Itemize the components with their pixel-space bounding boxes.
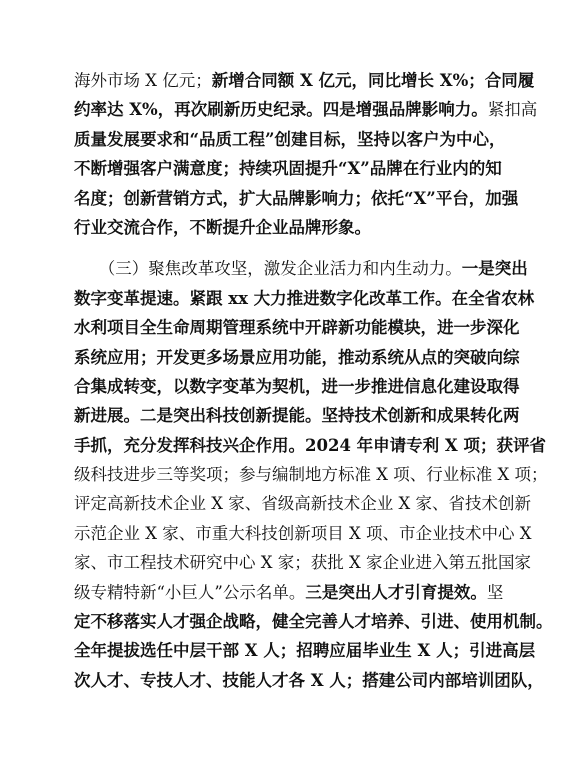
text-line bbox=[74, 343, 520, 372]
text-line bbox=[74, 66, 535, 95]
text-segment: 数字变革提速。 bbox=[74, 288, 190, 308]
text-segment: 系统应用；开发更多场景应用功能，推动系统从点的突破向综 bbox=[74, 347, 520, 367]
text-line bbox=[74, 519, 532, 548]
text-segment: 次人才、专技人才、技能人才各 X 人；搭建公司内部培训团队， bbox=[74, 670, 544, 690]
text-segment: 全年提拔选任中层干部 X 人；招聘应届毕业生 X 人；引进高层 bbox=[74, 641, 536, 661]
text-segment: 手抓，充分发挥科技兴企作用。2024 年申请专利 X 项；获评省 bbox=[74, 435, 546, 455]
paragraph-2 bbox=[74, 254, 553, 695]
text-line bbox=[74, 184, 520, 213]
text-segment: 水利项目全生命周期管理系统中开辟新功能模块，进一步深化 bbox=[74, 318, 520, 338]
text-line bbox=[74, 607, 553, 636]
text-segment: 合集成转变，以数字变革为契机，进一步推进信息化建设取得 bbox=[74, 376, 520, 396]
text-segment: 定不移落实人才强企战略，健全完善人才培养、引进、使用机制。 bbox=[74, 612, 553, 632]
text-line bbox=[74, 125, 520, 154]
text-line bbox=[74, 154, 520, 183]
text-line bbox=[74, 489, 531, 518]
text-line bbox=[74, 460, 548, 489]
text-segment: 评定高新技术企业 X 家、省级高新技术企业 X 家、省技术创新 bbox=[74, 494, 531, 514]
text-line bbox=[74, 254, 528, 283]
text-line bbox=[74, 284, 535, 313]
text-line bbox=[74, 636, 536, 665]
text-segment: 新增合同额 X 亿元，同比增长 X%；合同履 bbox=[211, 71, 535, 90]
text-line bbox=[74, 401, 520, 430]
text-segment: 质量发展要求和“品质工程”创建目标，坚持以客户为中心， bbox=[74, 129, 506, 149]
document-body bbox=[74, 66, 553, 695]
text-segment: 级专精特新“小巨人”公示名单。 bbox=[74, 582, 306, 602]
text-segment: 行业交流合作，不断提升企业品牌形象。 bbox=[74, 217, 371, 237]
text-segment: 级科技进步三等奖项；参与编制地方标准 X 项、行业标准 X 项； bbox=[74, 465, 548, 485]
text-segment: 示范企业 X 家、市重大科技创新项目 X 项、市企业技术中心 X bbox=[74, 523, 532, 543]
text-segment: 不断增强客户满意度；持续巩固提升“X”品牌在行业内的知 bbox=[74, 159, 502, 179]
text-segment: 坚持技术创新和成果转化两 bbox=[321, 406, 520, 426]
text-segment: 四是增强品牌影响力。 bbox=[322, 100, 488, 120]
text-segment: 坚 bbox=[486, 582, 504, 602]
text-line bbox=[74, 213, 520, 242]
text-line bbox=[74, 372, 520, 401]
text-segment: 海外市场 X 亿元； bbox=[74, 71, 212, 90]
text-segment: 家、市工程技术研究中心 X 家；获批 X 家企业进入第五批国家 bbox=[74, 553, 531, 573]
paragraph-gap bbox=[74, 242, 520, 254]
text-line bbox=[74, 313, 520, 342]
text-segment: 二是突出科技创新提能。 bbox=[140, 406, 322, 426]
text-line bbox=[74, 548, 531, 577]
text-line bbox=[74, 95, 538, 124]
text-segment: 在全省农林 bbox=[451, 288, 535, 308]
text-segment: 三是突出人才引育提效。 bbox=[305, 582, 487, 602]
text-segment: 一是突出 bbox=[461, 259, 528, 279]
text-line bbox=[74, 666, 544, 695]
text-segment: 紧跟 xx 大力推进数字化改革工作。 bbox=[189, 288, 452, 308]
text-segment: 新进展。 bbox=[74, 406, 140, 426]
text-line bbox=[74, 578, 520, 607]
text-segment: 紧扣高 bbox=[487, 100, 538, 120]
text-line bbox=[74, 431, 546, 460]
paragraph-1 bbox=[74, 66, 538, 242]
text-segment: 约率达 X%，再次刷新历史纪录。 bbox=[74, 100, 323, 120]
text-segment: （三）聚焦改革攻坚，激发企业活力和内生动力。 bbox=[74, 259, 462, 279]
text-segment: 名度；创新营销方式，扩大品牌影响力；依托“X”平台，加强 bbox=[74, 188, 519, 208]
